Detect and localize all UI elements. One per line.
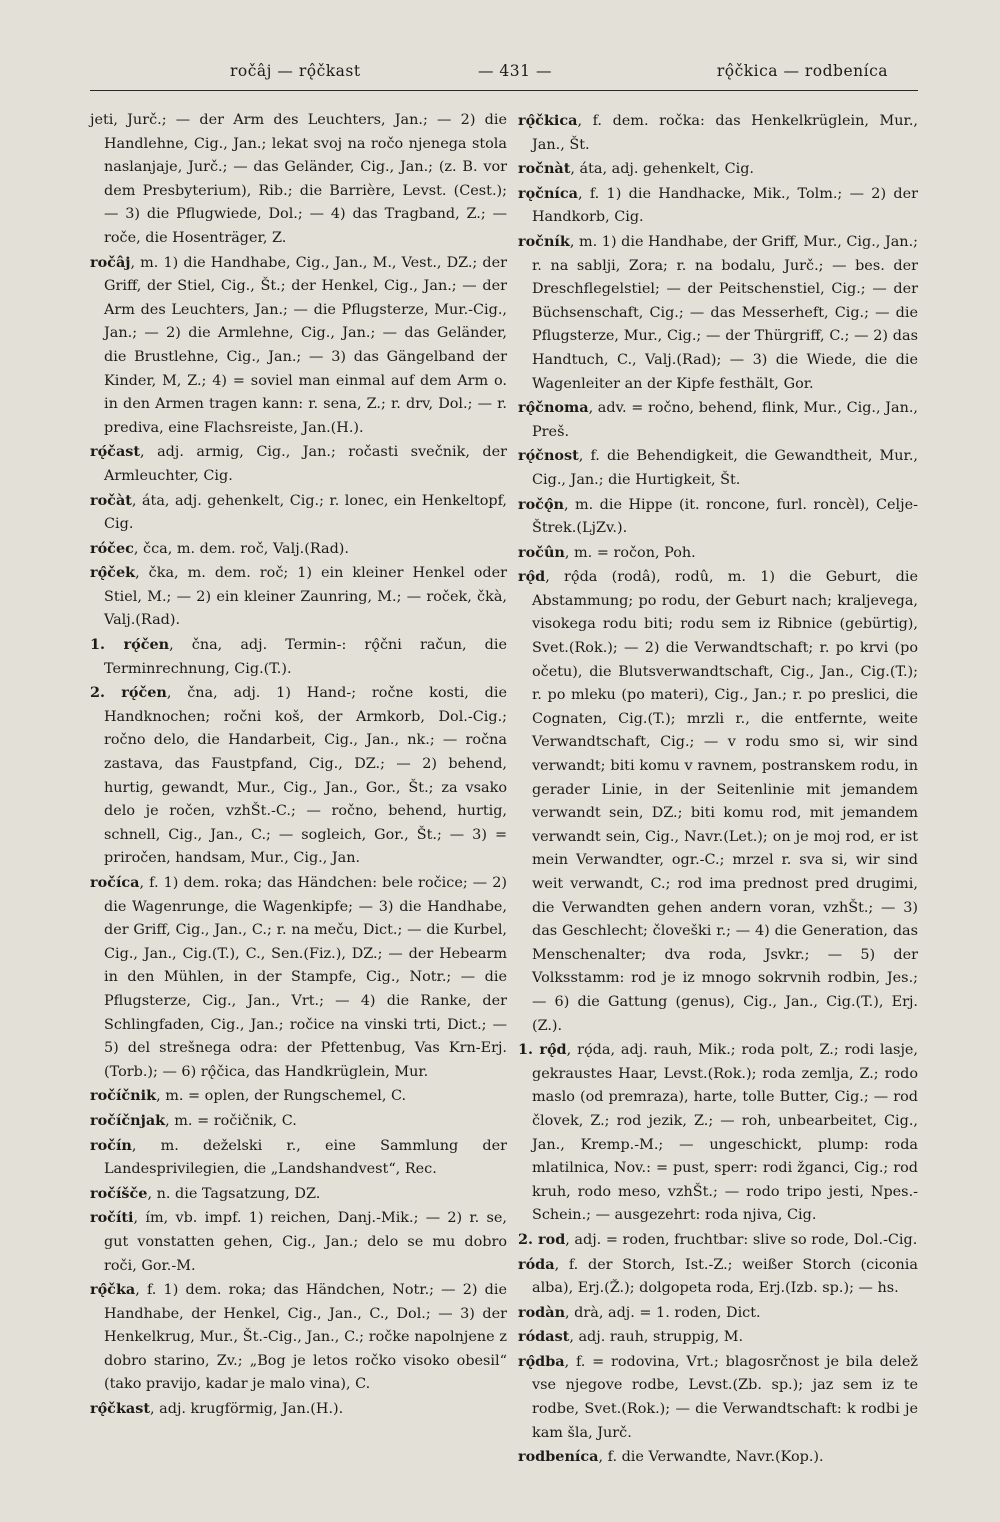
entry-text: , m. 1) die Handhabe, Cig., Jan., M., Vest., DZ.; der Griff, der Stiel, Cig., Št.; der Henkel, Cig., Jan.; — der Arm des Leuchters, Jan.; — die Pflugsterze, Mur.-Cig., Jan.; — 2) die Armlehne, Cig., Jan.; — das Geländer, die Brustlehne, Cig., Jan.; — 3) das Gängelband der Kinder, M, Z.; 4) = soviel man einmal auf dem Arm o. in den Armen tragen kann: r. sena, Z.; r. drv, Dol.; — r. prediva, eine Flachsreiste, Jan.(H.). bbox=[104, 254, 507, 436]
dictionary-entry bbox=[90, 561, 507, 633]
page-number: — 431 — bbox=[478, 62, 552, 80]
entry-headword: rodbeníca bbox=[518, 1448, 599, 1466]
entry-headword: rǫ́čnost bbox=[518, 447, 579, 465]
entry-text: , m. = ročičnik, C. bbox=[165, 1112, 297, 1129]
entry-text: , rǫ́da, adj. rauh, Mik.; roda polt, Z.; rodi lasje, gekraustes Haar, Levst.(Rok.); roda zemlja, Z.; rodo maslo (od premraza), harte, tolle Butter, Cig.; — rod človek, Z.; rod jezik, Z.; — roh, unbearbeitet, Cig., Jan., Kremp.-M.; — ungeschickt, plump: roda mlatilnica, Nov.: = pust, sperr: rodi žganci, Cig.; rod kruh, rodo meso, vzhŠt.; — rodo tripo jesti, Npes.-Schein.; — ausgezehrt: roda njiva, Cig. bbox=[532, 1042, 918, 1224]
dictionary-entry bbox=[518, 1445, 918, 1470]
dictionary-entry bbox=[90, 537, 507, 562]
entry-headword: ročíti bbox=[90, 1209, 134, 1227]
dictionary-entry bbox=[90, 1206, 507, 1278]
page-header bbox=[90, 62, 918, 88]
entry-text: jeti, Jurč.; — der Arm des Leuchters, Jan.; — 2) die Handlehne, Cig., Jan.; lekat svoj na ročo njenega stola naslanjaje, Jurč.; — das Geländer, Cig., Jan.; (z. B. vor dem Presbyterium), Rib.; die Barrière, Levst. (Cest.); — 3) die Pflugwiede, Dol.; — 4) das Tragband, Z.; — roče, die Hosenträger, Z. bbox=[90, 112, 507, 246]
dictionary-entry bbox=[518, 1253, 918, 1301]
dictionary-entry bbox=[90, 109, 507, 251]
entry-headword: rǫ̂čkica bbox=[518, 112, 578, 129]
entry-text: , adj. = roden, fruchtbar: slive so rode, Dol.-Cig. bbox=[565, 1231, 918, 1248]
entry-headword: ročíca bbox=[90, 874, 140, 891]
entry-headword: rǫ̂čkast bbox=[90, 1400, 150, 1418]
header-rule bbox=[90, 90, 918, 91]
entry-headword: ročǫ̂n bbox=[518, 495, 565, 513]
entry-text: , rǫ̂da (rodâ), rodû, m. 1) die Geburt, die Abstammung; po rodu, der Geburt nach; kraljevega, visokega rodu biti; rodu sem iz Ribnice (gebürtig), Svet.(Rok.); — 2) die Verwandtschaft; r. po krvi (po očetu), die Blutsverwandtschaft, Cig., Jan., Cig.(T.); r. po mleku (po materi), Cig., Jan.; r. po preslici, die Cognaten, Cig.(T.); mrzli r., die entfernte, weite Verwandtschaft, Cig.; — v rodu smo si, wir sind verwandt; biti komu v ravnem, postranskem rodu, in gerader Linie, in der Seitenlinie mit jemandem verwandt sein, DZ.; biti komu rod, mit jemandem verwandt sein, Cig., Navr.(Let.); on je moj rod, er ist mein Verwandter, ogr.-C.; mrzel r. sva si, wir sind weit verwandt, C.; rod ima prednost pred drugimi, die Verwandten gehen andern voran, vzhŠt.; — 3) das Geschlecht; človeški r.; — 4) die Generation, das Menschenalter; dva roda, Jsvkr.; — 5) der Volksstamm: rod je iz mnogo sokrvnih rodbin, Jes.; — 6) die Gattung (genus), Cig., Jan., Cig.(T.), Erj.(Z.). bbox=[532, 569, 918, 1034]
entry-headword: róčec bbox=[90, 539, 134, 557]
entry-text: , ím, vb. impf. 1) reichen, Danj.-Mik.; — 2) r. se, gut vonstatten gehen, Cig., Jan.; delo se mu dobro roči, Gor.-M. bbox=[104, 1210, 507, 1274]
entry-headword: 1. rǫ́čen bbox=[90, 636, 170, 654]
entry-text: , adv. = ročno, behend, flink, Mur., Cig., Jan., Preš. bbox=[532, 400, 918, 440]
entry-headword: 1. rǫ̂d bbox=[518, 1041, 567, 1059]
entry-text: , čna, adj. 1) Hand-; ročne kosti, die Handknochen; ročni koš, der Armkorb, Dol.-Cig.; ročno delo, die Handarbeit, Cig., Jan., nk.; — ročna zastava, das Faustpfand, Cig., DZ.; — 2) behend, hurtig, gewandt, Mur., Cig., Jan., Gor., Št.; za vsako delo je ročen, vzhŠt.-C.; — ročno, behend, hurtig, schnell, Cig., Jan., C.; — sogleich, Gor., Št.; — 3) = priročen, handsam, Mur., Cig., Jan. bbox=[104, 685, 507, 867]
entry-text: , m. deželski r., eine Sammlung der Landesprivilegien, die „Landshandvest“, Rec. bbox=[104, 1137, 507, 1178]
entry-text: , čna, adj. Termin-: rǫ̂čni račun, die Terminrechnung, Cig.(T.). bbox=[104, 637, 507, 677]
entry-headword: 2. rǫ́čen bbox=[90, 684, 167, 702]
entry-headword: rǫčníca bbox=[518, 184, 578, 202]
entry-text: , f. dem. ročka: das Henkelkrüglein, Mur., Jan., Št. bbox=[532, 113, 918, 153]
dictionary-entry bbox=[518, 109, 918, 157]
entry-text: , f. die Behendigkeit, die Gewandtheit, Mur., Cig., Jan.; die Hurtigkeit, Št. bbox=[532, 448, 918, 488]
entry-headword: ročûn bbox=[518, 543, 565, 561]
entry-text: , n. die Tagsatzung, DZ. bbox=[147, 1185, 321, 1202]
entry-text: , f. der Storch, Ist.-Z.; weißer Storch (ciconia alba), Erj.(Ž.); dolgopeta roda, Erj.(Izb. sp.); — hs. bbox=[532, 1256, 918, 1297]
entry-headword: ródast bbox=[518, 1328, 570, 1346]
entry-headword: rǫ̂dba bbox=[518, 1352, 565, 1370]
entry-headword: róda bbox=[518, 1255, 555, 1273]
entry-text: , čca, m. dem. roč, Valj.(Rad). bbox=[133, 540, 349, 557]
entry-headword: rodàn bbox=[518, 1303, 566, 1321]
entry-text: , čka, m. dem. roč; 1) ein kleiner Henkel oder Stiel, M.; — 2) ein kleiner Zaunring, M.; — roček, čkà, Valj.(Rad). bbox=[104, 565, 507, 629]
dictionary-entry bbox=[518, 1228, 918, 1253]
entry-headword: rǫ̂d bbox=[518, 568, 546, 586]
entry-headword: ročíšče bbox=[90, 1184, 148, 1202]
entry-text: , adj. armig, Cig., Jan.; ročasti svečnik, der Armleuchter, Cig. bbox=[104, 444, 507, 484]
entry-headword: rǫ́čast bbox=[90, 443, 141, 461]
entry-text: , f. 1) dem. roka; das Händchen: bele ročice; — 2) die Wagenrunge, die Wagenkipfe; — 3) die Handhabe, der Griff, Cig., Jan., C.; r. na meču, Dict.; — die Kurbel, Cig., Jan., Cig.(T.), C., Sen.(Fiz.), DZ.; — der Hebearm in den Mühlen, in der Stampfe, Cig., Notr.; — die Pflugsterze, Cig., Jan., Vrt.; — 4) die Ranke, der Schlingfaden, Cig., Jan.; ročice na vinski trti, Dict.; — 5) del strešnega odra: der Pfettenbug, Vas Krn-Erj.(Torb.); — 6) rǫ̂čica, das Handkrüglein, Mur. bbox=[104, 875, 507, 1080]
entry-text: , f. 1) dem. roka; das Händchen, Notr.; — 2) die Handhabe, der Henkel, Cig., Jan., C., Dol.; — 3) der Henkelkrug, Mur., Št.-Cig., Jan., C.; ročke napolnjene z dobro starino, Zv.; „Bog je letos ročko visoko obesil“ (tako pravijo, kadar je malo vina), C. bbox=[104, 1282, 507, 1393]
dictionary-entry bbox=[518, 182, 918, 230]
dictionary-entry bbox=[518, 230, 918, 396]
dictionary-entry bbox=[90, 681, 507, 871]
entry-headword: ročàt bbox=[90, 491, 132, 509]
dictionary-entry bbox=[90, 1278, 507, 1397]
dictionary-entry bbox=[90, 251, 507, 441]
dictionary-entry bbox=[518, 157, 918, 182]
dictionary-entry bbox=[90, 1134, 507, 1182]
header-right-guideword: rǫ̂čkica — rodbeníca bbox=[716, 62, 888, 80]
entry-text: , áta, adj. gehenkelt, Cig.; r. lonec, ein Henkeltopf, Cig. bbox=[104, 492, 507, 533]
entry-text: , m. = ročon, Poh. bbox=[564, 544, 696, 561]
entry-text: , áta, adj. gehenkelt, Cig. bbox=[570, 161, 754, 178]
entry-text: , m. = oplen, der Rungschemel, C. bbox=[156, 1088, 407, 1105]
entry-headword: ročín bbox=[90, 1136, 132, 1154]
entry-headword: rǫ̂ček bbox=[90, 564, 136, 582]
header-left-guideword: ročâj — rǫ̂čkast bbox=[230, 62, 361, 80]
entry-text: , f. = rodovina, Vrt.; blagosrčnost je bila delež vse njegove rodbe, Levst.(Zb. sp.); jaz sem iz te rodbe, Svet.(Rok.); — die Verwandtschaft: k rodbi je kam šla, Jurč. bbox=[532, 1353, 918, 1441]
entry-text: , adj. krugförmig, Jan.(H.). bbox=[150, 1401, 344, 1418]
entry-headword: ročíčnik bbox=[90, 1087, 157, 1105]
dictionary-entry bbox=[90, 1182, 507, 1207]
dictionary-columns bbox=[90, 109, 918, 1470]
dictionary-entry bbox=[90, 1084, 507, 1109]
dictionary-entry bbox=[518, 1325, 918, 1350]
dictionary-entry bbox=[518, 1301, 918, 1326]
entry-text: , m. 1) die Handhabe, der Griff, Mur., Cig., Jan.; r. na sablji, Zora; r. na bodalu, Jurč.; — bes. der Dreschflegelstiel; — der Peitschenstiel, Cig.; — der Büchsenschaft, Cig.; — das Messerheft, Cig.; — die Pflugsterze, Mur., Cig.; — der Thürgriff, C.; — 2) das Handtuch, C., Valj.(Rad); — 3) die Wiede, die die Wagenleiter an der Kipfe festhält, Gor. bbox=[532, 233, 919, 392]
dictionary-entry bbox=[90, 489, 507, 537]
entry-text: , f. die Verwandte, Navr.(Kop.). bbox=[598, 1449, 824, 1466]
dictionary-entry bbox=[518, 541, 918, 566]
entry-text: , drà, adj. = 1. roden, Dict. bbox=[565, 1304, 761, 1321]
dictionary-entry bbox=[90, 1397, 507, 1422]
left-column bbox=[90, 109, 507, 1470]
dictionary-entry bbox=[90, 871, 507, 1084]
dictionary-entry bbox=[518, 396, 918, 444]
entry-headword: rǫ̂čka bbox=[90, 1281, 136, 1299]
dictionary-entry bbox=[90, 633, 507, 681]
entry-headword: 2. rod bbox=[518, 1230, 566, 1248]
entry-text: , m. die Hippe (it. roncone, furl. roncèl), Celje-Štrek.(LjZv.). bbox=[532, 496, 918, 537]
entry-headword: ročâj bbox=[90, 253, 131, 271]
dictionary-entry bbox=[518, 444, 918, 492]
dictionary-entry bbox=[518, 1350, 918, 1445]
dictionary-entry bbox=[518, 493, 918, 541]
right-column bbox=[518, 109, 918, 1470]
dictionary-entry bbox=[90, 440, 507, 488]
entry-headword: rǫ̂čnoma bbox=[518, 399, 589, 417]
entry-headword: ročíčnjak bbox=[90, 1111, 166, 1129]
entry-text: , adj. rauh, struppig, M. bbox=[569, 1329, 744, 1346]
dictionary-entry bbox=[518, 565, 918, 1038]
entry-headword: ročník bbox=[518, 232, 570, 250]
entry-text: , f. 1) die Handhacke, Mik., Tolm.; — 2) der Handkorb, Cig. bbox=[532, 185, 918, 226]
dictionary-entry bbox=[90, 1109, 507, 1134]
dictionary-entry bbox=[518, 1038, 918, 1228]
entry-headword: ročnàt bbox=[518, 160, 571, 178]
